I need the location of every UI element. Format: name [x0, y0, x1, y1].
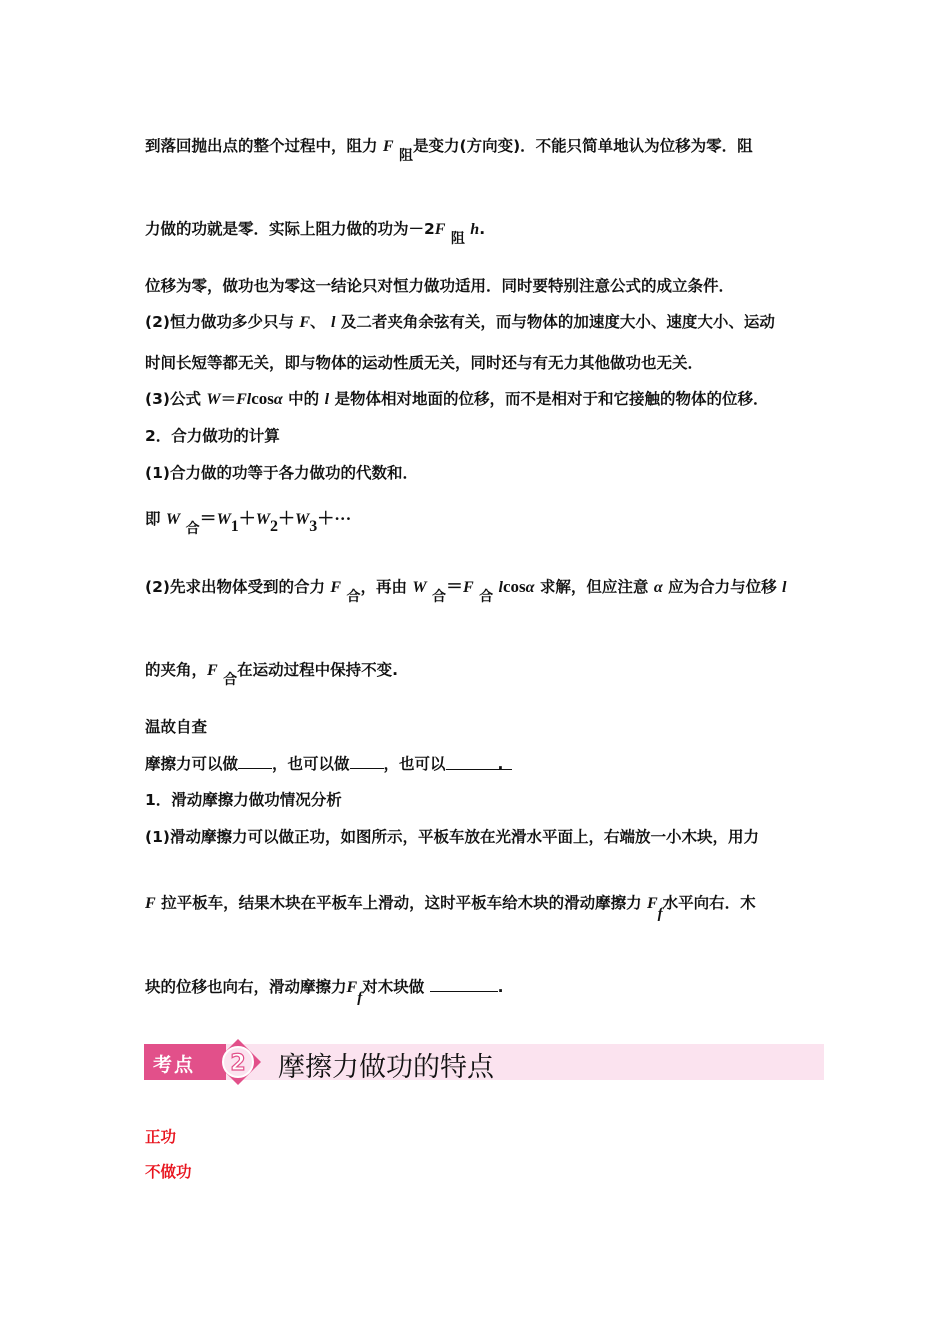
- banner-title: 摩擦力做功的特点: [278, 1052, 494, 1083]
- math-var: l: [324, 391, 330, 408]
- answer-blank[interactable]: [430, 976, 498, 992]
- math-var: l: [498, 579, 503, 596]
- subscript: 合: [346, 589, 361, 605]
- math-var: α: [653, 579, 663, 596]
- text: .: [497, 978, 504, 996]
- text: ＝: [199, 509, 217, 528]
- math-var: h: [470, 221, 480, 238]
- math-var: W: [165, 511, 181, 528]
- math-var: F: [382, 138, 394, 155]
- text: 即: [145, 510, 161, 528]
- math-var: F: [463, 579, 474, 596]
- text: 摩擦力可以做: [145, 755, 239, 773]
- section-heading: 2．合力做功的计算: [145, 427, 280, 445]
- text: 力做的功就是零．实际上阻力做的功为－2: [145, 220, 435, 238]
- fill-in-line: [145, 976, 504, 1006]
- subscript: 合: [432, 589, 447, 605]
- text: (3)公式: [145, 390, 201, 408]
- paragraph-line: (1)滑动摩擦力可以做正功，如图所示，平板车放在光滑水平面上，右端放一小木块，用力: [145, 828, 759, 846]
- paragraph-line: [145, 577, 787, 605]
- text: 水平向右．木: [662, 894, 756, 912]
- text: ＝: [220, 390, 237, 408]
- subscript: 合: [223, 672, 238, 688]
- text: ，也可以做: [272, 755, 350, 773]
- paragraph-line: [145, 389, 768, 410]
- math-var: α: [525, 579, 535, 596]
- section-banner: [144, 1044, 824, 1083]
- math-var: F: [647, 895, 658, 912]
- section-heading: 1．滑动摩擦力做功情况分析: [145, 791, 342, 809]
- text: 到落回抛出点的整个过程中，阻力: [145, 137, 378, 155]
- math-var: l: [330, 314, 336, 331]
- text: 是物体相对地面的位移，而不是相对于和它接触的物体的位移．: [334, 390, 769, 408]
- text: ＝: [446, 577, 464, 596]
- text: ＋: [278, 509, 296, 528]
- math-var: W: [295, 511, 310, 528]
- text: .: [497, 755, 504, 773]
- math-var: Fl: [236, 391, 252, 408]
- text: 对木块做: [362, 978, 425, 996]
- answer-text: 正功: [145, 1128, 177, 1146]
- paragraph-line: [145, 312, 775, 333]
- review-title: 温故自查: [145, 718, 208, 736]
- text: 在运动过程中保持不变.: [237, 661, 398, 679]
- math-var: F: [299, 314, 311, 331]
- answer-blank[interactable]: [238, 753, 272, 769]
- subscript: f: [657, 906, 663, 922]
- text: 拉平板车，结果木块在平板车上滑动，这时平板车给木块的滑动摩擦力: [161, 894, 642, 912]
- math-var: l: [782, 579, 787, 596]
- text: 的夹角，: [145, 661, 208, 679]
- paragraph-line: 时间长短等都无关，即与物体的运动性质无关，同时还与有无力其他做功也无关．: [145, 354, 704, 372]
- paragraph-line: [145, 136, 753, 164]
- text: 求解，但应注意: [539, 578, 649, 596]
- subscript: 3: [309, 518, 318, 535]
- text: ＋: [238, 509, 256, 528]
- answer-blank[interactable]: [350, 753, 384, 769]
- text: 应为合力与位移: [668, 578, 777, 596]
- text: (2)恒力做功多少只与: [145, 313, 294, 331]
- answer-text: 不做功: [145, 1163, 192, 1181]
- math-var: α: [273, 391, 283, 408]
- math-var: F: [346, 979, 358, 996]
- subscript: 合: [479, 589, 494, 605]
- formula-line: [145, 509, 352, 537]
- fill-in-line: [145, 753, 512, 774]
- paragraph-line: [145, 219, 486, 247]
- text: ＋···: [317, 509, 352, 528]
- math-var: W: [206, 391, 221, 408]
- banner-tag-label: 考点: [153, 1054, 196, 1076]
- math-var: F: [207, 662, 218, 679]
- math-var: F: [145, 895, 156, 912]
- subscript: 合: [185, 521, 200, 537]
- subscript: 阻: [399, 148, 413, 164]
- text: .: [479, 220, 486, 238]
- math-var: F: [330, 579, 342, 596]
- text: 中的: [288, 390, 320, 408]
- paragraph-line: (1)合力做的功等于各力做功的代数和．: [145, 464, 418, 482]
- subscript: f: [357, 990, 363, 1006]
- answer-blank[interactable]: [446, 754, 512, 773]
- text: ，再由: [360, 578, 407, 596]
- paragraph-line: 位移为零，做功也为零这一结论只对恒力做功适用．同时要特别注意公式的成立条件．: [145, 277, 735, 295]
- math-var: W: [255, 511, 271, 528]
- subscript: 阻: [450, 231, 465, 247]
- math-func: cos: [251, 389, 274, 408]
- text: (2)先求出物体受到的合力: [145, 578, 325, 596]
- text: ，也可以: [383, 755, 446, 773]
- math-func: cos: [502, 577, 526, 596]
- subscript: 1: [230, 518, 239, 535]
- math-var: F: [434, 221, 446, 238]
- math-var: W: [216, 511, 231, 528]
- paragraph-line: [145, 660, 398, 688]
- text: 、: [310, 313, 326, 331]
- subscript: 2: [270, 518, 279, 535]
- number-badge-icon: [214, 1038, 262, 1086]
- text: 是变力(方向变)．不能只简单地认为位移为零．阻: [413, 137, 753, 155]
- math-var: W: [412, 579, 427, 596]
- text: 块的位移也向右，滑动摩擦力: [145, 978, 347, 996]
- banner-number: 2: [230, 1051, 246, 1076]
- text: 及二者夹角余弦有关，而与物体的加速度大小、速度大小、运动: [340, 313, 775, 331]
- paragraph-line: [145, 893, 756, 922]
